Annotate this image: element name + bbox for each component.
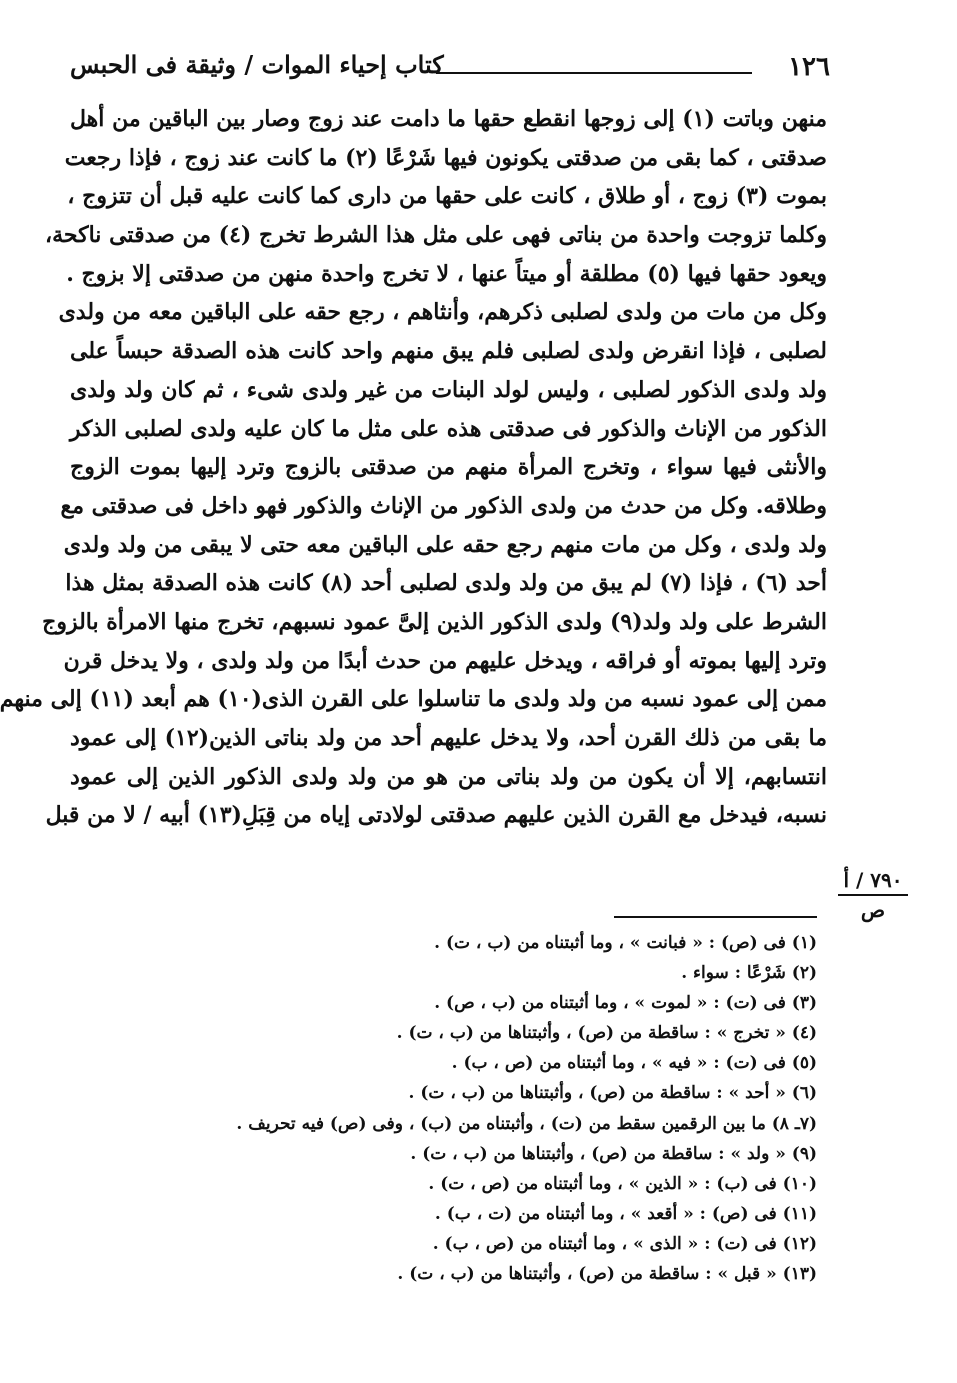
footnote: (١٣) « قبل » : ساقطة من (ص) ، وأثبتناها من (ب ، ت) . (397, 1264, 817, 1285)
footnote: (١) فى (ص) : « فبانت » ، وما أثبتناه من (ب ، ت) . (434, 933, 817, 953)
footnote: (٦) « أحد » : ساقطة من (ص) ، وأثبتناها من (ب ، ت) . (408, 1083, 817, 1104)
page-number: ١٢٦ (788, 52, 830, 82)
text-line: ما بقى من ذلك القرن أحد، ولا يدخل عليهم أحد من ولد بناتى الذين(١٢) إلى عمود (70, 725, 828, 751)
manuscript-siglum: ص (860, 898, 886, 922)
footnote: (٢) شَرْعًا : سواء . (681, 963, 817, 984)
footnote: (٩) « ولد » : ساقطة من (ص) ، وأثبتناها من (ب ، ت) . (410, 1143, 817, 1164)
footnotes (97, 928, 817, 1289)
text-line: ويعود حقها فيها (٥) مطلقة أو ميتاً عنها ، لا تخرج واحدة منهن من صدقتى إلا بزوج . (66, 260, 827, 287)
text-line: وترد إليها بموته أو فراقه ، ويدخل عليهم من حدث أبدًا من ولد ولدى ، ولا يدخل قرن (63, 647, 827, 674)
footnote: (٧ـ ٨) ما بين الرقمين سقط من (ت) ، وأثبتناه من (ب) ، وفى (ص) فيه تحريف . (236, 1113, 817, 1134)
text-line: ممن إلى عمود نسبه من ولد ولدى ما تناسلوا على القرن الذى(١٠) هم أبعد (١١) إلى منهم (0, 686, 827, 713)
text-line: ولد ولدى ، وكل من مات منهم رجع حقه على الباقين معه حتى لا يبقى من ولد ولدى (63, 531, 827, 558)
text-line: وطلاقه. وكل من حدث من ولدى الذكور من الإناث والذكور فهو داخل فى صدقتى مع (60, 492, 827, 519)
text-line: لصلبى ، فإذا انقرض ولدى لصلبى فلم يبق منهم واحد كانت هذه الصدقة حبساً على (70, 338, 827, 365)
text-line: ولد ولدى الذكور لصلبى ، وليس لولد البنات من غير ولدى شىء ، ثم كان ولد ولدى (70, 376, 827, 403)
text-line: نسبه، فيدخل مع القرن الذين عليهم صدقتى لولادتى إياه من قِبَلِ(١٣) أبيه / لا من قبل (45, 802, 827, 829)
text-line: منهن وباتت (١) إلى زوجها انقطع حقها ما دامت عند زوج وصار بين الباقين من أهل (70, 106, 827, 132)
header-rule (436, 72, 752, 74)
text-line: وكلما تزوجت واحدة من بناتى فهى على مثل هذا الشرط تخرج (٤) من صدقتى ناكحة، (45, 222, 827, 249)
text-line: بموت (٣) زوج ، أو طلاق ، كانت على حقها من دارى كما كانت عليه قبل أن تتزوج ، (67, 183, 827, 210)
main-text (0, 100, 828, 835)
running-header (70, 50, 830, 90)
folio-number: ٧٩٠ / أ (838, 868, 908, 896)
text-line: والأنثى فيها سواء ، وتخرج المرأة منهم من صدقتى بالزوج وترد إليها بموت الزوج (70, 454, 827, 481)
text-line: وكل من مات من ولدى لصلبى ذكرهم، وأنثاهم ، رجع حقه على الباقين معه من ولدى (58, 299, 827, 326)
footnote-separator (614, 916, 817, 918)
footnote: (١١) فى (ص) : « أقعد » ، وما أثبتناه من (ت ، ب) . (434, 1203, 817, 1224)
text-line: الذكور من الإناث والذكور فى صدقتى هذه على مثل ما كان عليه ولدى لصلبى الذكر (69, 415, 827, 442)
footnote: (٤) « تخرج » : ساقطة من (ص) ، وأثبتناها من (ب ، ت) . (396, 1023, 817, 1044)
footnote: (١٠) فى (ب) : « الذين » ، وما أثبتناه من (ص ، ت) . (428, 1173, 817, 1194)
text-line: أحد (٦) ، فإذا (٧) لم يبق من ولد ولدى لصلبى أحد (٨) كانت هذه الصدقة بمثل هذا (65, 570, 827, 597)
text-line: الشرط على ولد ولد(٩) ولدى الذكور الذين إلىَّ عمود نسبهم، تخرج منها الامرأة بالزوج (42, 608, 827, 635)
running-title: كتاب إحياء الموات / وثيقة فى الحبس (70, 50, 444, 79)
footnote: (٥) فى (ت) : « فيه » ، وما أثبتناه من (ص ، ب) . (451, 1053, 817, 1074)
text-line: انتسابهم، إلا أن يكون من ولد بناتى من هو من ولد ولدى الذكور الذين إلى عمود (70, 763, 827, 790)
footnote: (٣) فى (ت) : « لموت » ، وما أثبتناه من (ب ، ص) . (434, 993, 817, 1014)
text-line: صدقتى ، كما بقى من صدقتى يكونون فيها شَرْعًا (٢) ما كانت عند زوج ، فإذا رجعت (64, 144, 827, 171)
margin-folio-note (838, 868, 908, 922)
footnote: (١٢) فى (ت) : « الذى » ، وما أثبتناه من (ص ، ب) . (432, 1233, 817, 1254)
